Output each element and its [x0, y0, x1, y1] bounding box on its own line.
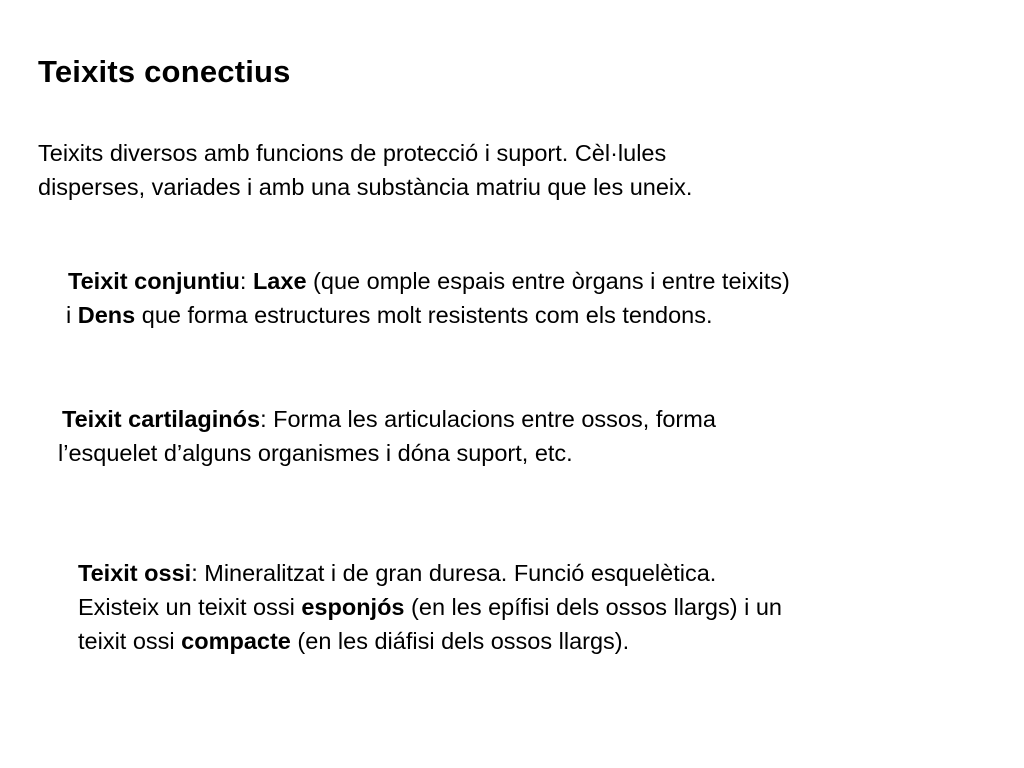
- ossi-line-2-post: (en les epífisi dels ossos llargs) i un: [404, 594, 782, 620]
- intro-paragraph: [38, 136, 692, 204]
- ossi-line-3: [78, 624, 782, 658]
- laxe-term: Laxe: [252, 268, 307, 294]
- ossi-line-2-pre: Existeix un teixit ossi: [78, 594, 302, 620]
- cartilaginos-line-2: l’esquelet d’alguns organismes i dóna suport, etc.: [58, 440, 573, 466]
- ossi-line-3-pre: teixit ossi: [78, 628, 182, 654]
- conjuntiu-and: i: [66, 302, 78, 328]
- dens-term: Dens: [77, 302, 136, 328]
- ossi-term: Teixit ossi: [78, 560, 192, 586]
- ossi-line-1: [78, 556, 782, 590]
- cartilaginos-paragraph: [58, 402, 716, 470]
- conjuntiu-term: Teixit conjuntiu: [68, 268, 240, 294]
- conjuntiu-colon: :: [239, 268, 253, 294]
- intro-line-2: disperses, variades i amb una substància matriu que les uneix.: [38, 174, 693, 200]
- esponjos-term: esponjós: [301, 594, 405, 620]
- laxe-description: (que omple espais entre òrgans i entre teixits): [306, 268, 790, 294]
- ossi-description: : Mineralitzat i de gran duresa. Funció esquelètica.: [191, 560, 717, 586]
- compacte-term: compacte: [181, 628, 291, 654]
- cartilaginos-term: Teixit cartilaginós: [62, 406, 261, 432]
- conjuntiu-line-2: [66, 298, 790, 332]
- page-title: Teixits conectius: [38, 54, 291, 89]
- cartilaginos-line-1: [62, 402, 716, 436]
- ossi-paragraph: [78, 556, 782, 658]
- cartilaginos-description: : Forma les articulacions entre ossos, forma: [260, 406, 716, 432]
- conjuntiu-line-1: [68, 264, 790, 298]
- intro-line-1: Teixits diversos amb funcions de protecció i suport. Cèl·lules: [38, 140, 667, 166]
- dens-description: que forma estructures molt resistents com els tendons.: [135, 302, 713, 328]
- conjuntiu-paragraph: [68, 264, 790, 332]
- ossi-line-2: [78, 590, 782, 624]
- ossi-line-3-post: (en les diáfisi dels ossos llargs).: [290, 628, 630, 654]
